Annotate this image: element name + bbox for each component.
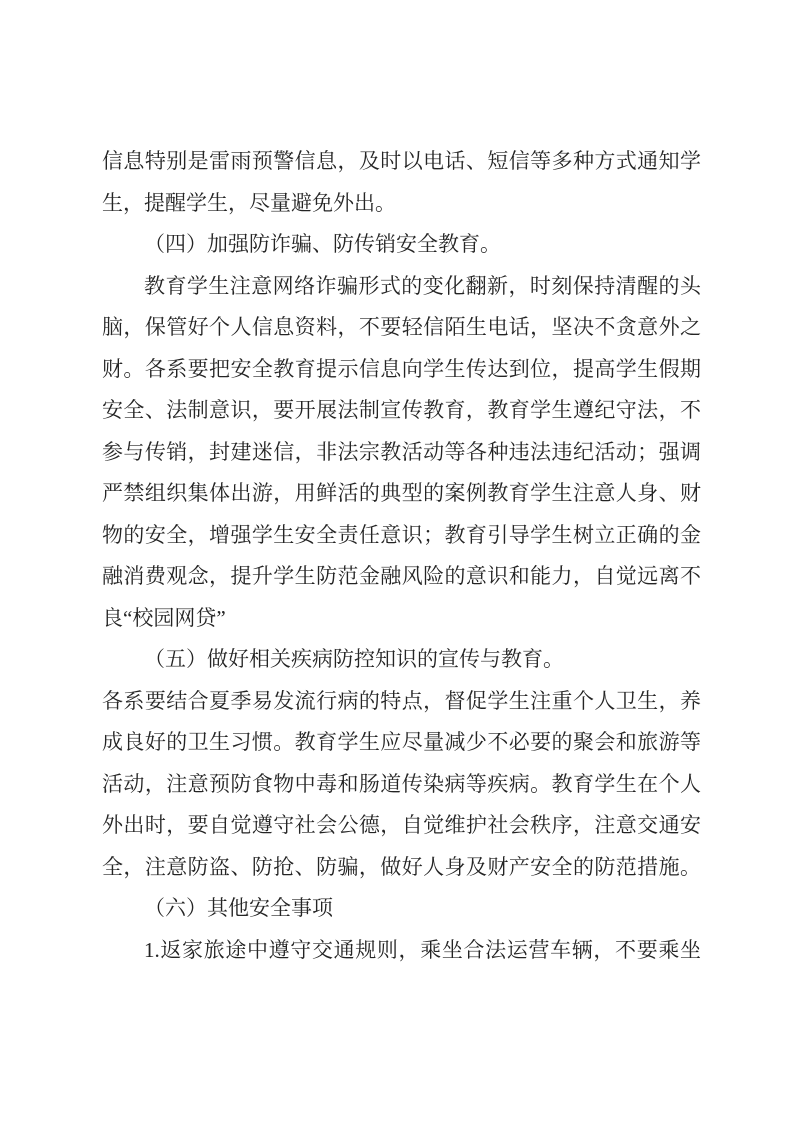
text-line: 物的安全，增强学生安全责任意识；教育引导学生树立正确的金 [102,522,701,547]
text-line: 融消费观念，提升学生防范金融风险的意识和能力，自觉远离不 [102,564,701,588]
text-line: 教育学生注意网络诈骗形式的变化翻新，时刻保持清醒的头 [144,273,701,298]
text-line: 良“校园网贷” [102,605,226,630]
section-heading: （六）其他安全事项 [144,896,333,920]
text-line: 外出时，要自觉遵守社会公德，自觉维护社会秩序，注意交通安 [102,813,701,837]
text-line: 财。各系要把安全教育提示信息向学生传达到位，提高学生假期 [102,356,701,381]
text-line: 生，提醒学生，尽量避免外出。 [102,190,396,215]
section-heading: （五）做好相关疾病防控知识的宣传与教育。 [144,647,564,671]
text-line: 安全、法制意识，要开展法制宣传教育，教育学生遵纪守法，不 [102,398,701,422]
section-heading: （四）加强防诈骗、防传销安全教育。 [144,232,501,256]
text-line: 1.返家旅途中遵守交通规则，乘坐合法运营车辆，不要乘坐 [144,937,701,962]
text-line: 各系要结合夏季易发流行病的特点，督促学生注重个人卫生，养 [102,688,701,713]
text-line: 成良好的卫生习惯。教育学生应尽量减少不必要的聚会和旅游等 [102,730,701,754]
text-line: 活动，注意预防食物中毒和肠道传染病等疾病。教育学生在个人 [102,771,701,796]
text-line: 参与传销，封建迷信，非法宗教活动等各种违法违纪活动；强调 [102,439,701,464]
text-line: 全，注意防盗、防抢、防骗，做好人身及财产安全的防范措施。 [102,854,701,879]
text-line: 脑，保管好个人信息资料，不要轻信陌生电话，坚决不贪意外之 [102,315,701,339]
document-body [102,141,701,971]
text-line: 信息特别是雷雨预警信息，及时以电话、短信等多种方式通知学 [102,149,701,173]
text-line: 严禁组织集体出游，用鲜活的典型的案例教育学生注意人身、财 [102,481,701,505]
